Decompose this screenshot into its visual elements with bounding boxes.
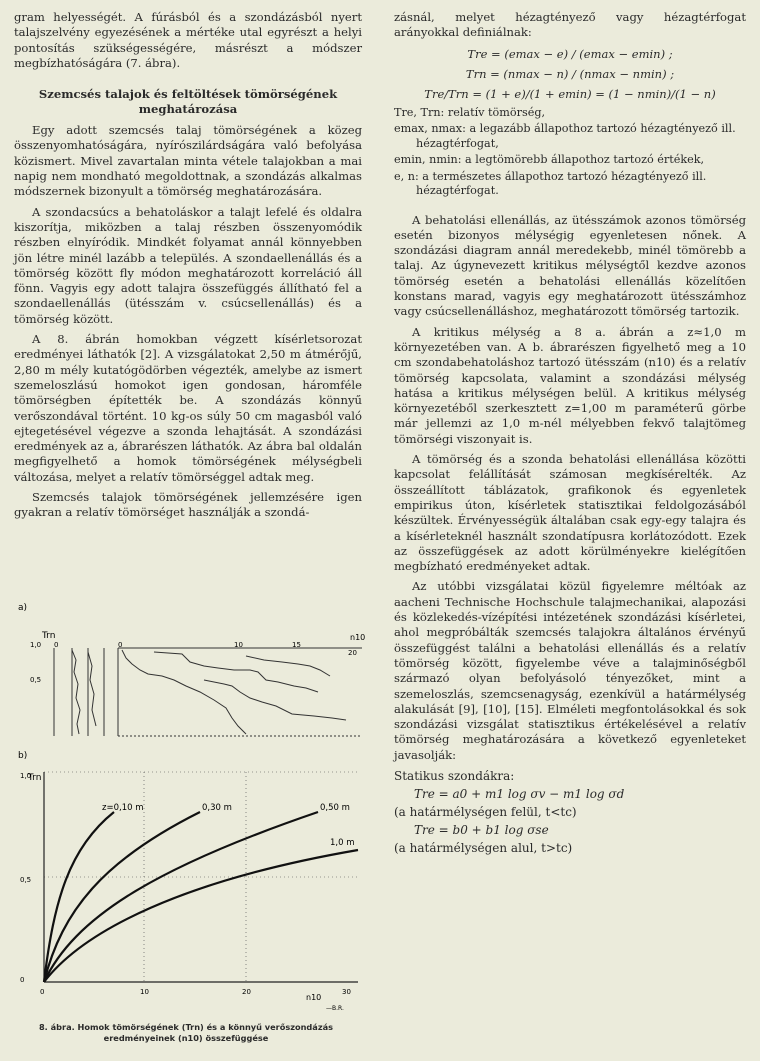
symbol-definition: e, n: a természetes állapothoz tartozó hézagtényező ill. hézagtérfogat. (394, 169, 707, 198)
paragraph: Egy adott szemcsés talaj tömörségének a közeg összenyomhatóságára, nyírószilárdságára való befolyása közismert. Mivel zavartalan minta vétele talajokban a mai napig nem mondható megoldottnak, a szondázás alkalmas módszernek bizonyult a tömörség meghatározására. (14, 123, 362, 199)
b-tag: —B.R. (326, 1005, 344, 1012)
equation: Tre = b0 + b1 log σse (414, 822, 549, 837)
b-x-tick: 10 (140, 988, 149, 996)
formula: Tre = (emax − e) / (emax − emin) ; (467, 46, 673, 61)
section-heading: Szemcsés talajok és feltöltések tömörségének meghatározása (38, 87, 338, 117)
formula: Trn = (nmax − n) / (nmax − nmin) ; (465, 66, 675, 81)
symbol-definition: emax, nmax: a legazább állapothoz tartozó hézagtényező ill. hézagtérfogat, (394, 122, 736, 150)
a-tick: 20 (348, 649, 357, 657)
label-b: b) (18, 751, 28, 761)
a-axis-title: Trn (42, 631, 56, 641)
curve-label: 1,0 m (330, 838, 355, 848)
paragraph: A 8. ábrán homokban végzett kísérletsorozat eredményei láthatók [2]. A vizsgálatokat 2,50 m átmérőjű, 2,80 m mély kutatógödörben végezték, amelybe az ismert szemeloszlású homokot igen gondosan, háromféle tömörségben építették be. A szondázás könnyű verőszondával történt. 10 kg-os súly 50 cm magasból való ejtegetésével végezve a szonda lehajtását. A szondázási eredmények az a, ábrarészen láthatók. Az ábra bal oldalán megfigyelhető a homok tömörségének mélységbeli változása, melyet a relatív tömörséggel adtak meg. (14, 332, 362, 484)
a-tick: 15 (292, 641, 301, 649)
b-y-tick: 1,0 (20, 772, 32, 780)
b-axis-title: Trn (28, 773, 42, 783)
equation: Tre = a0 + m1 log σv − m1 log σd (414, 786, 625, 801)
paragraph: Az utóbbi vizsgálatai közül figyelemre méltóak az aacheni Technische Hochschule talajmechanikai, alapozási és közlekedés-vízépítési intézetének szondázási kísérletei, ahol megpróbálták szemcsés talajokra általános érvényű összefüggést találni a behatolási ellenállás és a relatív tömörség között, figyelembe véve a talajminőségből származó olyan befolyásoló tényezőket, mint a szemeloszlás, szemcsenagyság, ezenkívül a határmélység alakulását [9], [10], [15]. Elméleti megfontolásokkal és sok szondázási vizsgálat statisztikus értékelésével a relatív tömörség meghatározására a következő egyenleteket javasolják: (394, 579, 746, 762)
paragraph: zásnál, melyet hézagtényező vagy hézagtérfogat arányokkal definiálnak: (394, 10, 746, 40)
paragraph: Szemcsés talajok tömörségének jellemzésére igen gyakran a relatív tömörséget használják a szondá- (14, 490, 362, 520)
label-a: a) (18, 603, 28, 613)
paragraph: gram helyességét. A fúrásból és a szondázásból nyert talajszelvény egyezésének a mértéke utal egyrészt a helyi pontosítás szükségességére, másrészt a módszer megbízhatóságára (7. ábra). (14, 10, 362, 70)
paragraph: A tömörség és a szonda behatolási ellenállása közötti kapcsolat felállítását számosan megkísérelték. Az összeállított táblázatok, grafikonok és egyenletek empirikus úton, kísérletek statisztikai feldolgozásából készültek. Érvényességük általában csak egy-egy talajra és a kísérleteknél használt szondatípusra korlátozódott. Ezek az összefüggések az adott körülményekre kielégítően megbízható eredményeket adtak. (394, 452, 746, 574)
a-tick: 0 (54, 641, 59, 649)
symbol-definition: emin, nmin: a legtömörebb állapothoz tartozó értékek, (394, 153, 705, 167)
paragraph: A kritikus mélység a 8 a. ábrán a z≈1,0 m környezetében van. A b. ábrarészen figyelhető meg a 10 cm szondabehatoláshoz tartozó ütésszám (n10) és a relatív tömörség kapcsolata, valamint a szondázási mélység hatása a kritikus mélységen belül. A kritikus mélység környezetéből szerkesztett z=1,00 m paraméterű görbe már jellemzi az 1,0 m-nél mélyebben fekvő talajtömeg tömörségi viszonyait is. (394, 324, 746, 446)
b-x-tick: 30 (342, 988, 351, 996)
paragraph: A szondacsúcs a behatoláskor a talajt lefelé és oldalra kiszorítja, miközben a talaj részben összenyomódik részben elnyíródik. Mindkét folyamat annál könnyebben jön létre minél lazább a település. A szondaellenállás és a tömörség között fly módon meghatározott korreláció áll fönn. Vagyis egy adott talajra összefüggés állítható fel a szondaellenállás (ütésszám v. csúcsellenállás) és a tömörség között. (14, 204, 362, 326)
b-x-tick: 0 (40, 988, 45, 996)
symbol-definition: Tre, Trn: relatív tömörség, (394, 105, 546, 119)
figure-svg (14, 600, 366, 1020)
b-x-tick: 20 (242, 988, 251, 996)
b-grid (44, 772, 358, 982)
curve-label: 0,30 m (202, 803, 232, 813)
a-tick: 0 (118, 641, 123, 649)
a-tick: 1,0 (30, 641, 42, 649)
right-column (394, 10, 746, 858)
left-column (14, 10, 362, 526)
figure-caption: 8. ábra. Homok tömörségének (Trn) és a könnyű verőszondázás eredményeinek (n10) összefüggése (38, 1022, 333, 1043)
a-tick: 10 (234, 641, 243, 649)
subheading: Statikus szondákra: (394, 768, 515, 783)
equation-note: (a határmélységen alul, t>tc) (394, 840, 573, 855)
formula: Tre/Trn = (1 + e)/(1 + emin) = (1 − nmin)/(1 − n) (424, 86, 716, 101)
figure-8 (14, 600, 366, 1040)
b-x-label: n10 (306, 993, 322, 1002)
equation-note: (a határmélységen felül, t<tc) (394, 804, 577, 819)
b-curves (44, 812, 358, 982)
paragraph: A behatolási ellenállás, az ütésszámok azonos tömörség esetén bizonyos mélységig egyenletesen nőnek. A szondázási diagram annál meredekebb, minél tömörebb a talaj. Az úgynevezett kritikus mélységtől kezdve azonos tömörség esetén a behatolási ellenállás közelítően konstans marad, vagyis egy meghatározott ütésszámhoz vagy csúcsellenálláshoz, meghatározott tömörség tartozik. (394, 212, 746, 319)
a-plot-lines (54, 648, 362, 736)
a-tick: 0,5 (30, 676, 42, 684)
curve-label: 0,50 m (320, 803, 350, 813)
curve-label: z=0,10 m (102, 803, 144, 813)
b-y-tick: 0 (20, 976, 25, 984)
b-y-tick: 0,5 (20, 876, 32, 884)
a-n-label: n10 (350, 633, 366, 642)
